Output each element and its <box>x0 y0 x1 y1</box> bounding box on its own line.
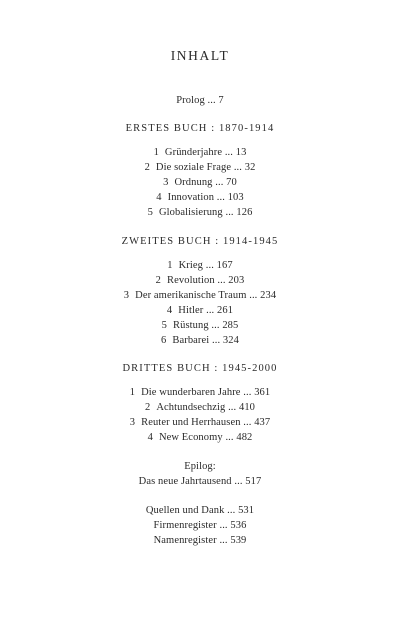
chapter-number: 4 <box>147 432 153 443</box>
chapter-title: Achtundsechzig ... 410 <box>156 402 256 413</box>
chapter-number: 1 <box>167 260 173 271</box>
chapter-number: 2 <box>144 162 150 173</box>
chapter-number: 3 <box>123 290 130 301</box>
chapter-title: Hitler ... 261 <box>178 305 234 316</box>
toc-entry <box>0 191 400 205</box>
chapter-number: 5 <box>161 320 167 331</box>
toc-entry-prolog: Prolog ... 7 <box>176 95 224 106</box>
toc-entry <box>0 289 400 303</box>
chapter-title: Ordnung ... 70 <box>174 177 237 188</box>
book-heading-2: ZWEITES BUCH : 1914-1945 <box>121 236 279 247</box>
chapter-title: Die wunderbaren Jahre ... 361 <box>141 387 271 398</box>
chapter-number: 3 <box>129 417 136 428</box>
toc-entry <box>0 161 400 175</box>
chapter-number: 3 <box>163 177 169 188</box>
toc-entry <box>0 146 400 160</box>
chapter-number: 1 <box>153 147 159 158</box>
chapter-number: 5 <box>147 207 153 218</box>
chapter-number: 4 <box>156 192 162 203</box>
appendix-entry-company-index: Firmenregister ... 536 <box>153 520 247 531</box>
toc-entry <box>0 304 400 318</box>
epilog-label: Epilog: <box>184 461 216 472</box>
toc-entry <box>0 274 400 288</box>
book-heading-3: DRITTES BUCH : 1945-2000 <box>122 363 278 374</box>
chapter-title: Krieg ... 167 <box>178 260 233 271</box>
toc-entry <box>0 431 400 445</box>
chapter-number: 4 <box>166 305 173 316</box>
chapter-number: 6 <box>161 335 167 346</box>
toc-entry <box>0 401 400 415</box>
appendix-entry-name-index: Namenregister ... 539 <box>153 535 247 546</box>
toc-entry <box>0 176 400 190</box>
chapter-title: Gründerjahre ... 13 <box>164 147 247 158</box>
chapter-title: New Economy ... 482 <box>158 432 253 443</box>
chapter-number: 1 <box>129 387 136 398</box>
page-title: INHALT <box>170 48 230 63</box>
chapter-title: Rüstung ... 285 <box>172 320 239 331</box>
chapter-title: Globalisierung ... 126 <box>158 207 253 218</box>
toc-entry <box>0 334 400 348</box>
chapter-number: 2 <box>144 402 151 413</box>
chapter-title: Reuter und Herrhausen ... 437 <box>141 417 271 428</box>
chapter-title: Innovation ... 103 <box>167 192 244 203</box>
appendix-entry-sources: Quellen und Dank ... 531 <box>145 505 255 516</box>
book-heading-1: ERSTES BUCH : 1870-1914 <box>125 123 275 134</box>
chapter-title: Die soziale Frage ... 32 <box>155 162 256 173</box>
toc-entry <box>0 259 400 273</box>
toc-entry <box>0 416 400 430</box>
chapter-title: Revolution ... 203 <box>167 275 245 286</box>
toc-entry <box>0 206 400 220</box>
epilog-entry: Das neue Jahrtausend ... 517 <box>138 476 262 487</box>
chapter-title: Der amerikanische Traum ... 234 <box>135 290 277 301</box>
toc-entry <box>0 319 400 333</box>
chapter-number: 2 <box>155 275 161 286</box>
chapter-title: Barbarei ... 324 <box>172 335 239 346</box>
toc-entry <box>0 386 400 400</box>
